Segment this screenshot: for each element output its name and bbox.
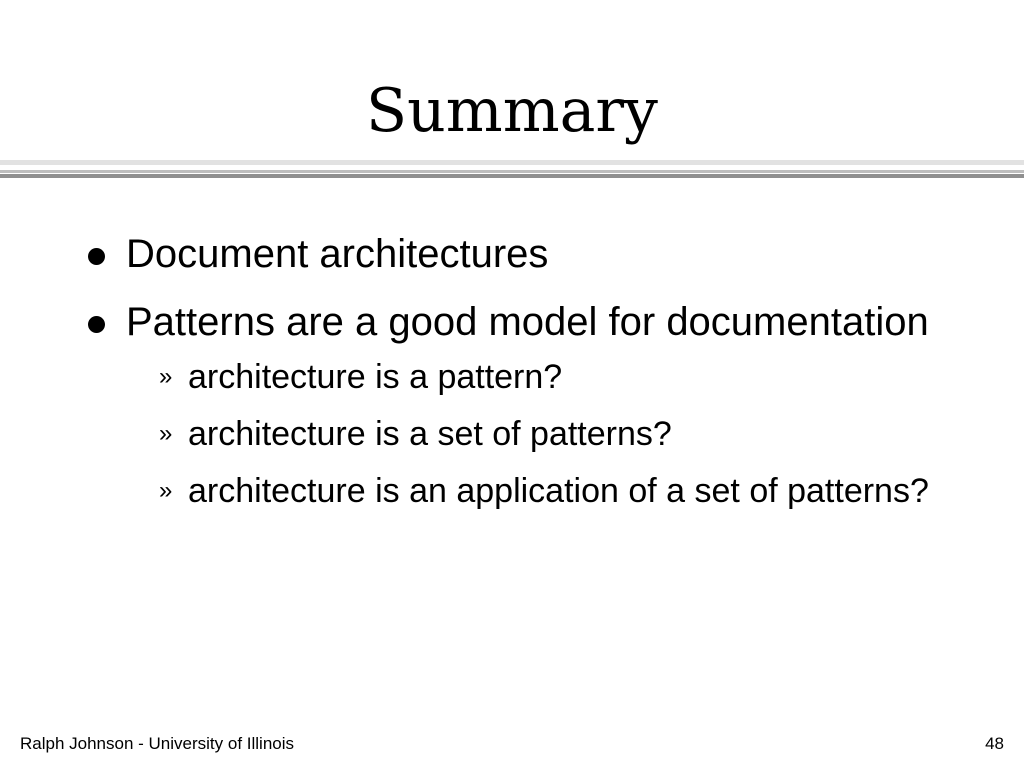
footer-author: Ralph Johnson - University of Illinois	[20, 734, 295, 753]
bullet-dot-icon	[88, 316, 105, 333]
sub-bullet-list	[126, 354, 948, 514]
sub-bullet-text: architecture is an application of a set of patterns?	[188, 472, 929, 510]
bullet-item-document-architectures	[88, 228, 948, 280]
bullet-item-patterns	[88, 296, 948, 514]
double-chevron-icon: »	[159, 420, 173, 447]
sub-bullet-text: architecture is a pattern?	[188, 358, 563, 396]
title-divider-gap	[0, 166, 1024, 169]
bullet-dot-icon	[88, 248, 105, 265]
bullet-list	[88, 228, 948, 530]
double-chevron-icon: »	[159, 477, 173, 504]
title-divider-dark	[0, 174, 1024, 178]
page-number: 48	[985, 734, 1004, 753]
double-chevron-icon: »	[159, 363, 173, 390]
title-divider-mid	[0, 170, 1024, 173]
sub-bullet-item	[143, 354, 948, 400]
bullet-text: Document architectures	[126, 232, 549, 276]
sub-bullet-text: architecture is a set of patterns?	[188, 415, 672, 453]
sub-bullet-item	[143, 468, 948, 514]
sub-bullet-item	[143, 411, 948, 457]
bullet-text: Patterns are a good model for documentation	[126, 300, 929, 344]
title-divider-light	[0, 160, 1024, 165]
slide-title: Summary	[366, 76, 658, 146]
